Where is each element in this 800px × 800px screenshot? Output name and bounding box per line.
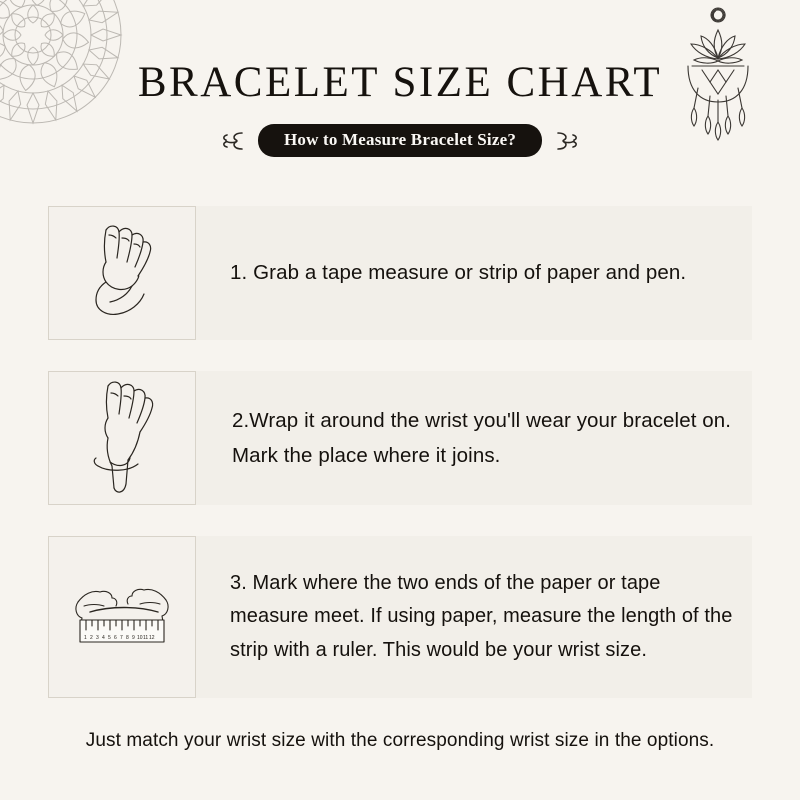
hands-ruler-measure-icon [54,562,190,672]
flourish-right-icon [554,129,580,153]
svg-text:10: 10 [137,635,143,641]
subtitle-pill: How to Measure Bracelet Size? [258,124,542,157]
step-item [48,206,752,340]
step-1-text: 1. Grab a tape measure or strip of paper and pen. [230,261,687,285]
footer-note: Just match your wrist size with the corresponding wrist size in the options. [85,730,715,751]
svg-text:7: 7 [120,635,123,641]
flourish-left-icon [220,129,246,153]
step-2-thumbnail [48,371,196,505]
step-2-text: 2.Wrap it around the wrist you'll wear your bracelet on. Mark the place where it joins. [232,408,732,467]
steps-list [48,206,752,698]
svg-text:1: 1 [84,635,87,641]
hand-wrapping-tape-icon [62,372,182,504]
svg-text:12: 12 [149,635,155,641]
svg-text:5: 5 [108,635,111,641]
svg-text:9: 9 [132,635,135,641]
subtitle-row [0,124,800,157]
page-title: BRACELET SIZE CHART [137,59,663,106]
svg-text:11: 11 [143,635,149,641]
step-item [48,536,752,698]
step-1-thumbnail [48,206,196,340]
step-3-text: 3. Mark where the two ends of the paper or tape measure meet. If using paper, measure the length of the strip with a ruler. This would be your wrist size. [230,571,733,661]
hand-holding-tape-icon [62,214,182,332]
svg-text:8: 8 [126,635,129,641]
step-item [48,371,752,505]
svg-text:2: 2 [90,635,93,641]
svg-text:3: 3 [96,635,99,641]
step-3-thumbnail [48,536,196,698]
svg-text:6: 6 [114,635,117,641]
svg-text:4: 4 [102,635,105,641]
